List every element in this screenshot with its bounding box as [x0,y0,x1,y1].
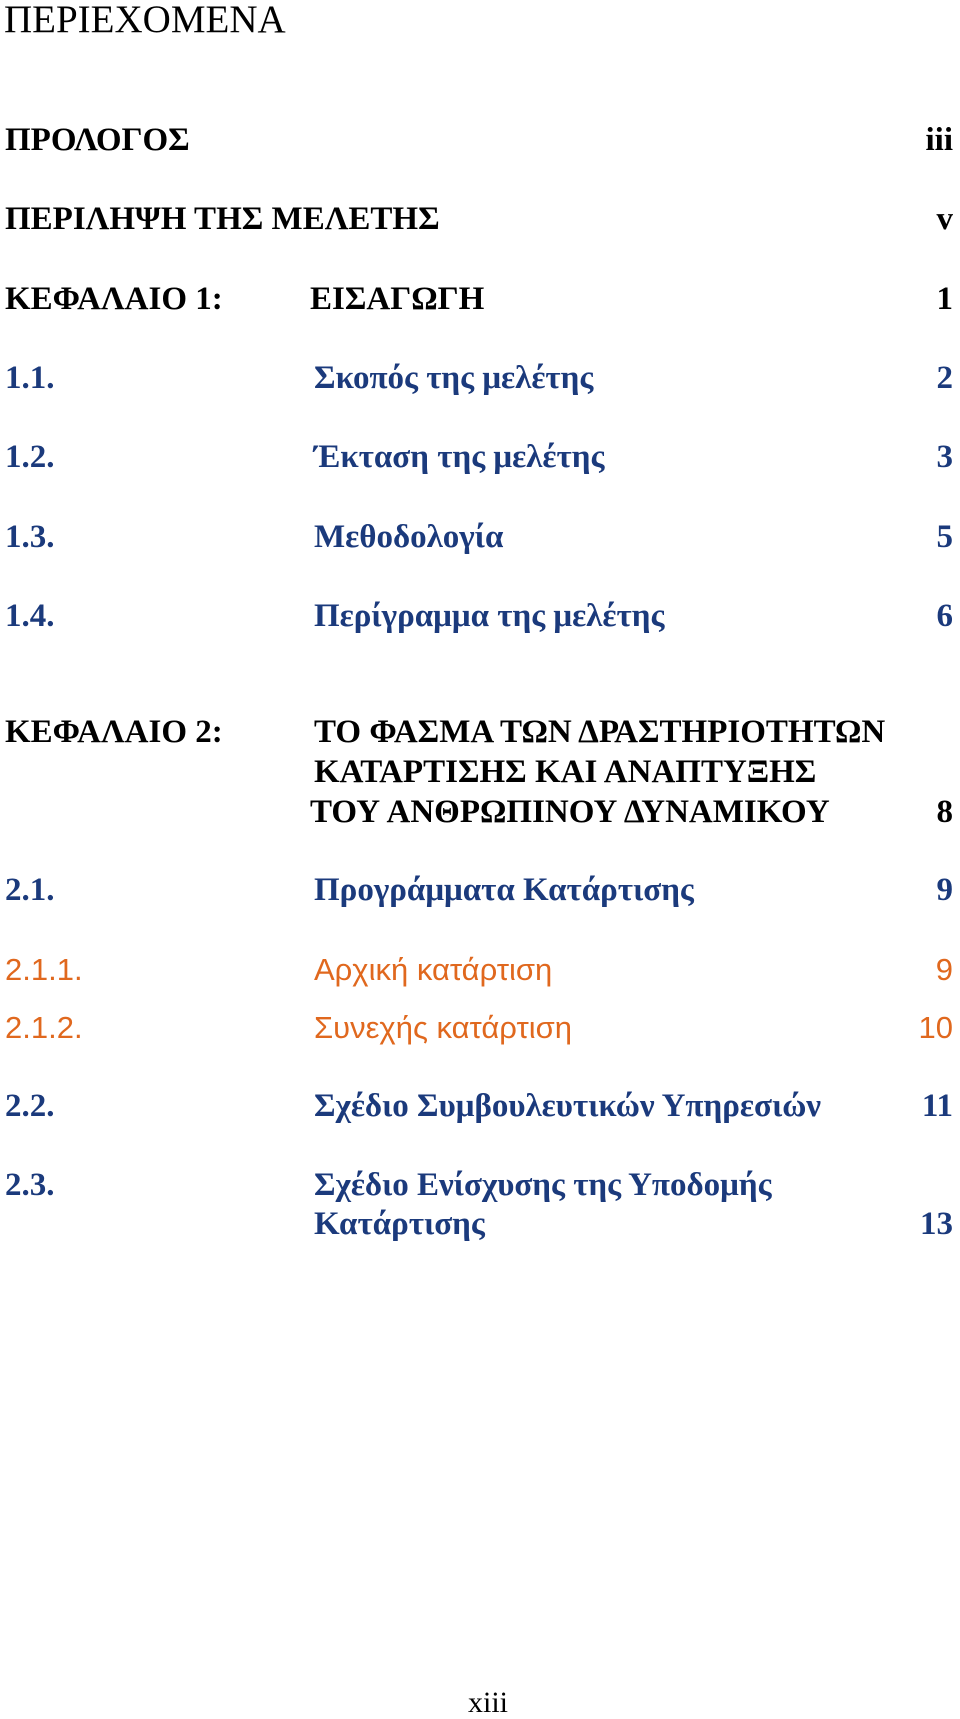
toc-chapter1-number: ΚΕΦΑΛΑΙΟ 1: [5,281,223,317]
toc-chapter2-title-line3[interactable]: ΤΟΥ ΑΝΘΡΩΠΙΝΟΥ ΔΥΝΑΜΙΚΟΥ [310,794,830,830]
toc-page-prologue: iii [925,122,953,158]
toc-section-2-2-title[interactable]: Σχέδιο Συμβουλευτικών Υπηρεσιών [314,1088,822,1124]
toc-subsection-2-1-2-page: 10 [918,1010,953,1045]
toc-subsection-2-1-1-title[interactable]: Αρχική κατάρτιση [314,952,553,987]
toc-section-2-1-page: 9 [936,872,953,908]
toc-section-1-1-page: 2 [936,360,953,396]
toc-section-2-2-number: 2.2. [5,1088,55,1124]
toc-section-2-3-number: 2.3. [5,1167,55,1203]
toc-section-1-2-title[interactable]: Έκταση της μελέτης [314,439,605,475]
toc-page-summary: v [936,201,953,237]
toc-subsection-2-1-2-title[interactable]: Συνεχής κατάρτιση [314,1010,572,1045]
toc-subsection-2-1-1-page: 9 [935,952,953,987]
toc-section-2-3-title-line1[interactable]: Σχέδιο Ενίσχυσης της Υποδομής [314,1167,772,1203]
toc-section-1-3-number: 1.3. [5,519,55,555]
toc-section-2-3-page: 13 [920,1206,953,1242]
toc-section-2-3-title-line2[interactable]: Κατάρτισης [314,1206,485,1242]
toc-section-2-1-number: 2.1. [5,872,55,908]
toc-chapter2-page: 8 [936,794,953,830]
toc-chapter1-page: 1 [936,281,953,317]
toc-section-1-2-page: 3 [936,439,953,475]
toc-subsection-2-1-2-number: 2.1.2. [5,1010,83,1045]
toc-chapter2-title-line1[interactable]: ΤΟ ΦΑΣΜΑ ΤΩΝ ΔΡΑΣΤΗΡΙΟΤΗΤΩΝ [314,714,886,750]
toc-chapter1-title[interactable]: ΕΙΣΑΓΩΓΗ [310,281,485,317]
toc-section-1-4-page: 6 [936,598,953,634]
toc-section-1-3-title[interactable]: Μεθοδολογία [314,519,504,555]
toc-section-1-1-title[interactable]: Σκοπός της μελέτης [314,360,594,396]
toc-chapter2-number: ΚΕΦΑΛΑΙΟ 2: [5,714,223,750]
toc-section-2-1-title[interactable]: Προγράμματα Κατάρτισης [314,872,694,908]
toc-title: ΠΕΡΙΕΧΟΜΕΝΑ [4,0,286,41]
toc-section-1-3-page: 5 [936,519,953,555]
toc-entry-prologue[interactable]: ΠΡΟΛΟΓΟΣ [5,122,190,158]
toc-section-1-1-number: 1.1. [5,360,55,396]
toc-subsection-2-1-1-number: 2.1.1. [5,952,83,987]
toc-entry-summary[interactable]: ΠΕΡΙΛΗΨΗ ΤΗΣ ΜΕΛΕΤΗΣ [5,201,440,237]
toc-section-1-2-number: 1.2. [5,439,55,475]
toc-section-1-4-title[interactable]: Περίγραμμα της μελέτης [314,598,665,634]
toc-section-1-4-number: 1.4. [5,598,55,634]
toc-chapter2-title-line2[interactable]: ΚΑΤΑΡΤΙΣΗΣ ΚΑΙ ΑΝΑΠΤΥΞΗΣ [314,754,817,790]
toc-section-2-2-page: 11 [921,1088,953,1124]
page-number-footer: xiii [468,1686,509,1719]
